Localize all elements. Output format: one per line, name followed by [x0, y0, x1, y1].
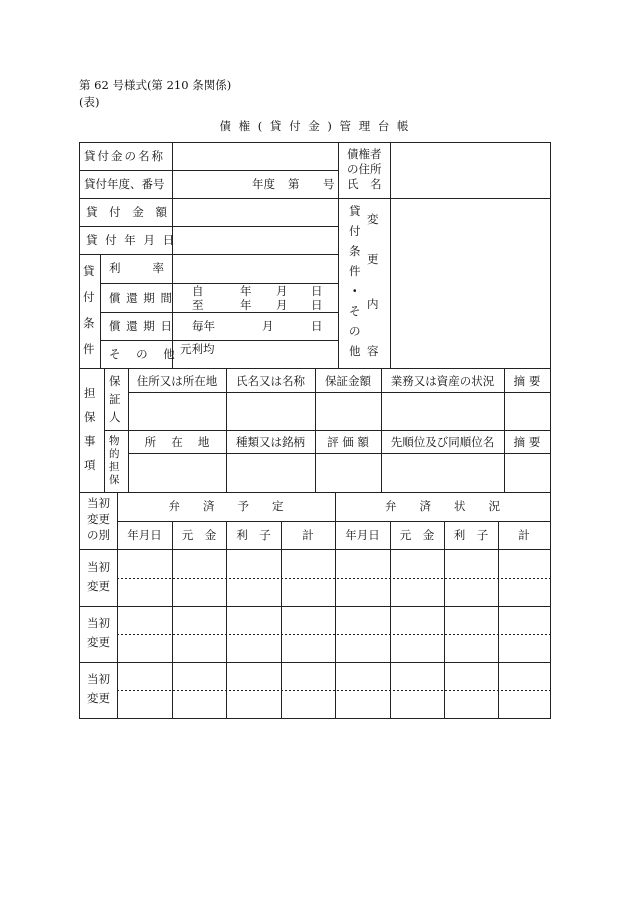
page-title: 債 権 ( 貸 付 金 ) 管 理 台 帳 [219, 119, 411, 133]
other-label: そ の 他 [109, 347, 181, 361]
to-label: 至 [192, 298, 204, 312]
loan-date-label: 貸 付 年 月 日 [86, 233, 177, 247]
condition-label-4: 件 [83, 342, 95, 356]
change-col1-1: 貸 [349, 204, 361, 218]
from-year: 年 [240, 284, 252, 298]
p-header-location: 所 在 地 [144, 435, 210, 449]
row1-label-2: 変更 [87, 579, 110, 593]
year-label: 年度 [252, 177, 275, 191]
every-year-label: 毎年 [192, 319, 215, 333]
form-number: 第 62 号様式(第 210 条関係) [79, 78, 232, 92]
repay-date-label: 償 還 期 日 [109, 319, 173, 333]
plan-col-total: 計 [302, 528, 314, 542]
collateral-label-2: 保 [84, 410, 96, 424]
change-col1-5: ・ [349, 284, 361, 298]
status-col-total: 計 [518, 528, 530, 542]
plan-col-interest: 利 子 [236, 528, 271, 542]
row2-label-2: 変更 [87, 635, 110, 649]
repay-period-label: 償 還 期 間 [109, 291, 173, 305]
creditor-label-1: 債権者 [347, 147, 382, 161]
guarantor-label-2: 証 [109, 392, 121, 406]
p-header-value: 評 価 額 [327, 435, 369, 449]
creditor-label-2: の住所 [347, 162, 382, 176]
status-col-principal: 元 金 [399, 528, 435, 542]
condition-label-1: 貸 [83, 264, 95, 278]
dai-label: 第 [288, 177, 300, 191]
go-label: 号 [323, 177, 335, 191]
creditor-label-3: 氏 名 [347, 177, 382, 191]
change-col2-4: 容 [367, 344, 379, 358]
change-col2-2: 更 [367, 252, 379, 266]
form-side: (表) [79, 95, 100, 109]
row1-label-1: 当初 [87, 560, 110, 574]
collateral-label-4: 項 [84, 458, 96, 472]
change-col2-1: 変 [367, 212, 379, 226]
ganrikin-text: 元利均 [180, 342, 215, 356]
status-header: 弁 済 状 況 [385, 499, 500, 513]
g-header-name: 氏名又は名称 [236, 374, 305, 388]
from-day: 日 [311, 284, 323, 298]
p-header-kind: 種類又は銘柄 [236, 435, 305, 449]
p-header-priority: 先順位及び同順位名 [390, 435, 495, 449]
repay-day: 日 [311, 319, 323, 333]
physical-label-3: 担 [109, 461, 120, 473]
plan-col-date: 年月日 [127, 528, 162, 542]
row3-label-1: 当初 [87, 672, 110, 686]
loan-amount-label: 貸 付 金 額 [86, 205, 171, 219]
status-col-interest: 利 子 [453, 528, 489, 542]
physical-label-2: 的 [109, 448, 120, 460]
row3-label-2: 変更 [87, 691, 110, 705]
loan-name-label: 貸付金の名称 [84, 149, 165, 163]
to-year: 年 [240, 298, 252, 312]
status-col-date: 年月日 [345, 528, 380, 542]
plan-header: 弁 済 予 定 [168, 499, 284, 513]
change-col1-3: 条 [349, 244, 361, 258]
g-header-business: 業務又は資産の状況 [390, 374, 495, 388]
condition-label-2: 付 [83, 290, 95, 304]
from-label: 自 [192, 284, 204, 298]
type-label-3: の別 [87, 528, 110, 542]
physical-label-4: 保 [109, 474, 120, 486]
collateral-label-1: 担 [84, 386, 96, 400]
guarantor-label-3: 人 [109, 410, 121, 424]
guarantor-label-1: 保 [109, 374, 121, 388]
rate-label: 利 率 [109, 261, 167, 275]
g-header-remarks: 摘 要 [513, 374, 541, 388]
g-header-amount: 保証金額 [325, 374, 371, 388]
to-day: 日 [311, 298, 323, 312]
change-col1-4: 件 [349, 264, 361, 278]
physical-label-1: 物 [109, 435, 120, 447]
change-col2-3: 内 [367, 297, 379, 311]
change-col1-2: 付 [349, 224, 361, 238]
change-col1-7: の [349, 324, 361, 338]
change-col1-8: 他 [349, 344, 361, 358]
type-label-2: 変更 [87, 512, 110, 526]
plan-col-principal: 元 金 [181, 528, 217, 542]
collateral-label-3: 事 [84, 434, 96, 448]
type-label-1: 当初 [87, 496, 110, 510]
condition-label-3: 条 [83, 316, 95, 330]
to-month: 月 [276, 298, 288, 312]
row2-label-1: 当初 [87, 616, 110, 630]
loan-year-number-label: 貸付年度、番号 [84, 177, 165, 191]
p-header-remarks: 摘 要 [513, 435, 541, 449]
change-col1-6: そ [349, 304, 361, 318]
from-month: 月 [276, 284, 288, 298]
g-header-address: 住所又は所在地 [136, 374, 218, 388]
repay-month: 月 [262, 319, 274, 333]
